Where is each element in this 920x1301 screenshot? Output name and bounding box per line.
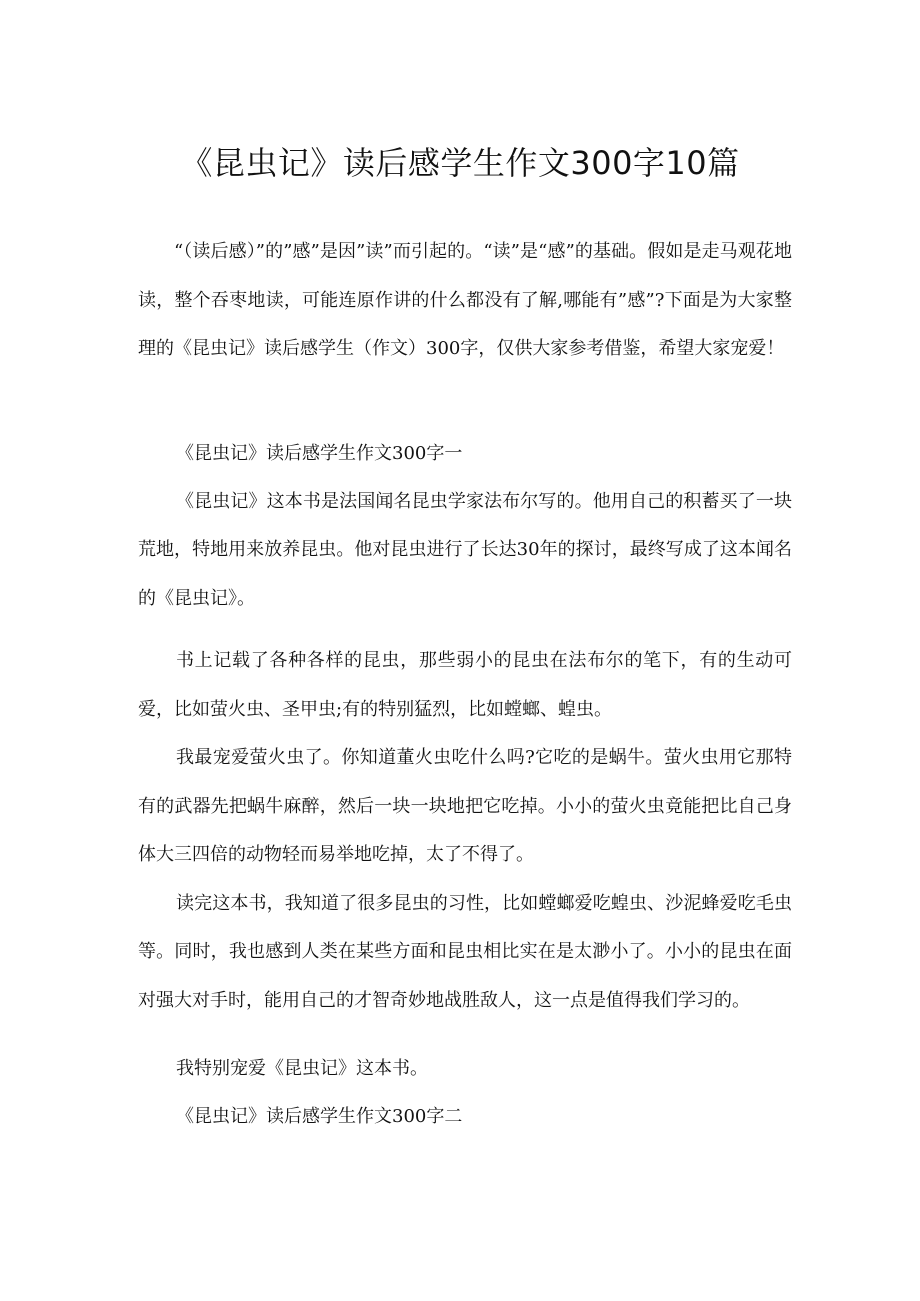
spacer xyxy=(0,1025,920,1045)
body-paragraph: 《昆虫记》这本书是法国闻名昆虫学家法布尔写的。他用自己的积蓄买了一块荒地，特地用来放养昆虫。他对昆虫进行了长达30年的探讨，最终写成了这本闻名的《昆虫记》。 xyxy=(138,490,792,609)
document-title: 《昆虫记》读后感学生作文300字10篇 xyxy=(180,144,740,182)
section-heading-two: 《昆虫记》读后感学生作文300字二 xyxy=(176,1106,463,1127)
section-heading-one: 《昆虫记》读后感学生作文300字一 xyxy=(176,442,463,464)
body-paragraph: 读完这本书，我知道了很多昆虫的习性，比如螳螂爱吃蝗虫、沙泥蜂爱吃毛虫等。同时，我也感到人类在某些方面和昆虫相比实在是太渺小了。小小的昆虫在面对强大对手时，能用自己的才智奇妙地战胜敌人，这一点是值得我们学习的。 xyxy=(138,892,792,1011)
spacer xyxy=(0,374,920,430)
body-paragraph: 我最宠爱萤火虫了。你知道董火虫吃什么吗?它吃的是蜗牛。萤火虫用它那特有的武器先把蜗牛麻醉，然后一块一块地把它吃掉。小小的萤火虫竟能把比自己身体大三四倍的动物轻而易举地吃掉，太了不得了。 xyxy=(138,747,792,865)
body-paragraph: 书上记载了各种各样的昆虫，那些弱小的昆虫在法布尔的笔下，有的生动可爱，比如萤火虫、圣甲虫;有的特别猛烈，比如螳螂、蝗虫。 xyxy=(138,650,792,720)
spacer xyxy=(0,623,920,637)
closing-line: 我特别宠爱《昆虫记》这本书。 xyxy=(176,1058,428,1079)
intro-paragraph: “（读后感）”的”感”是因”读”而引起的。“读”是“感”的基础。假如是走马观花地读，整个吞枣地读，可能连原作讲的什么都没有了解,哪能有”感”?下面是为大家整理的《昆虫记》读后感学生（作文）300字，仅供大家参考借鉴，希望大家宠爱！ xyxy=(138,241,792,359)
